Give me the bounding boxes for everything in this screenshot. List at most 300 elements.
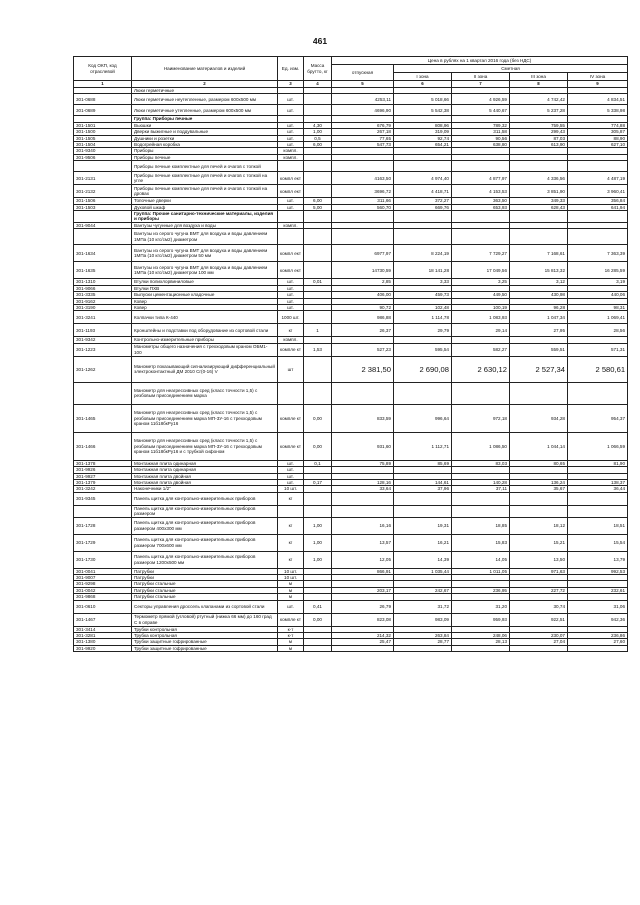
- cell-code: 301-3242: [74, 486, 132, 492]
- cell-release-price: 128,16: [332, 479, 394, 485]
- cell-name: Группа: Прочие санитарно-технические материалы, изделия и приборы: [132, 211, 278, 223]
- cell-zone-4-price: 774,88: [568, 122, 628, 128]
- cell-zone-3-price: 96,28: [510, 304, 568, 310]
- cell-unit: компл.: [278, 222, 304, 228]
- cell-code: [74, 382, 132, 404]
- cell-unit: м: [278, 587, 304, 593]
- cell-name: Вьюшки: [132, 122, 278, 128]
- cell-zone-3-price: 35,67: [510, 486, 568, 492]
- cell-release-price: 6977,97: [332, 245, 394, 262]
- cell-zone-2-price: 311,58: [452, 129, 510, 135]
- cell-release-price: [332, 505, 394, 517]
- cell-release-price: 14730,59: [332, 262, 394, 279]
- column-number: 1: [74, 81, 132, 88]
- cell-code: 301-3241: [74, 311, 132, 324]
- cell-unit: компл ект: [278, 245, 304, 262]
- cell-unit: шт.: [278, 473, 304, 479]
- cell-unit: м: [278, 594, 304, 600]
- cell-zone-4-price: 1 066,59: [568, 432, 628, 460]
- cell-mass: 1,00: [304, 534, 332, 551]
- cell-code: 301-1379: [74, 479, 132, 485]
- table-row: [74, 245, 628, 262]
- table-row: [74, 185, 628, 198]
- cell-release-price: [332, 211, 394, 223]
- cell-unit: кг: [278, 492, 304, 505]
- cell-unit: шт.: [278, 135, 304, 141]
- cell-code: 301-9044: [74, 222, 132, 228]
- cell-zone-3-price: 934,28: [510, 404, 568, 432]
- cell-zone-2-price: 29,14: [452, 324, 510, 337]
- cell-unit: компл.: [278, 154, 304, 160]
- cell-zone-2-price: 449,50: [452, 292, 510, 298]
- cell-name: Монтажная плита одинарная: [132, 460, 278, 466]
- group-row: [74, 211, 628, 223]
- cell-release-price: 75,89: [332, 460, 394, 466]
- table-row: [74, 161, 628, 172]
- cell-zone-3-price: [510, 645, 568, 651]
- cell-zone-3-price: 3,12: [510, 279, 568, 285]
- cell-zone-4-price: 98,31: [568, 304, 628, 310]
- cell-name: Панель щитка для контрольно-измерительных приборов размером: [132, 505, 278, 517]
- cell-zone-3-price: 7 168,61: [510, 245, 568, 262]
- cell-release-price: [332, 382, 394, 404]
- cell-unit: кг: [278, 324, 304, 337]
- cell-unit: м: [278, 645, 304, 651]
- cell-zone-3-price: 80,65: [510, 460, 568, 466]
- column-number: 7: [452, 81, 510, 88]
- cell-zone-4-price: 992,53: [568, 568, 628, 574]
- cell-code: 301-0610: [74, 600, 132, 613]
- cell-release-price: 4163,50: [332, 172, 394, 185]
- cell-code: 301-3281: [74, 633, 132, 639]
- cell-zone-4-price: [568, 211, 628, 223]
- cell-zone-1-price: 654,21: [394, 142, 452, 148]
- cell-code: 301-1506: [74, 198, 132, 204]
- table-row: [74, 613, 628, 626]
- cell-name: Наконечники 1/2": [132, 486, 278, 492]
- cell-zone-3-price: [510, 211, 568, 223]
- cell-unit: шт.: [278, 129, 304, 135]
- cell-zone-2-price: 1 011,05: [452, 568, 510, 574]
- cell-zone-3-price: 136,24: [510, 479, 568, 485]
- table-row: [74, 517, 628, 534]
- cell-zone-2-price: 18,85: [452, 517, 510, 534]
- cell-zone-4-price: 232,61: [568, 587, 628, 593]
- cell-name: Манометр для неагрессивных сред (класс точности 1,5) с резбовым присоединением марка: [132, 382, 278, 404]
- cell-zone-1-price: 31,72: [394, 600, 452, 613]
- cell-zone-3-price: 1 044,14: [510, 432, 568, 460]
- cell-unit: 10 шт.: [278, 568, 304, 574]
- cell-mass: 4,30: [304, 122, 332, 128]
- cell-mass: 6,00: [304, 142, 332, 148]
- cell-zone-1-price: 4 974,40: [394, 172, 452, 185]
- cell-zone-3-price: 430,98: [510, 292, 568, 298]
- cell-zone-1-price: 92,74: [394, 135, 452, 141]
- cell-unit: шт: [278, 356, 304, 382]
- cell-unit: м: [278, 581, 304, 587]
- cell-zone-1-price: 14,39: [394, 551, 452, 568]
- cell-name: Патрубки: [132, 574, 278, 580]
- cell-code: 301-1380: [74, 639, 132, 645]
- cell-zone-3-price: [510, 492, 568, 505]
- cell-name: Духовой шкаф: [132, 204, 278, 210]
- cell-zone-3-price: [510, 382, 568, 404]
- cell-release-price: 823,08: [332, 613, 394, 626]
- cell-zone-3-price: 30,74: [510, 600, 568, 613]
- cell-zone-4-price: [568, 161, 628, 172]
- cell-name: Трубки защитные гофрированные: [132, 645, 278, 651]
- cell-zone-4-price: 5 338,98: [568, 105, 628, 116]
- cell-zone-4-price: 13,79: [568, 551, 628, 568]
- cell-zone-1-price: 1 112,71: [394, 432, 452, 460]
- cell-unit: шт.: [278, 142, 304, 148]
- cell-code: 301-1310: [74, 279, 132, 285]
- cell-zone-4-price: 3,19: [568, 279, 628, 285]
- cell-zone-2-price: 638,80: [452, 142, 510, 148]
- cell-release-price: 4253,11: [332, 94, 394, 105]
- cell-zone-1-price: 37,96: [394, 486, 452, 492]
- cell-zone-1-price: 459,73: [394, 292, 452, 298]
- cell-name: Панель щитка для контрольно-измерительных приборов: [132, 492, 278, 505]
- cell-name: Люки герметичные: [132, 88, 278, 94]
- cell-mass: 0,41: [304, 600, 332, 613]
- cell-unit: компл ект: [278, 185, 304, 198]
- cell-mass: [304, 172, 332, 185]
- cell-name: Топочные дверки: [132, 198, 278, 204]
- cell-name: Вантузы чугунные для воздуха и воды: [132, 222, 278, 228]
- cell-zone-4-price: 1 069,41: [568, 311, 628, 324]
- cell-name: Приборы печные комплектные для печей и очагов с топкой на дровах: [132, 185, 278, 198]
- table-row: [74, 229, 628, 245]
- cell-release-price: 26,79: [332, 600, 394, 613]
- cell-mass: 0,17: [304, 479, 332, 485]
- cell-mass: [304, 311, 332, 324]
- cell-name: Приборы печные комплектные для печей и очагов с топкой на угле: [132, 172, 278, 185]
- cell-unit: [278, 505, 304, 517]
- cell-code: 301-9162: [74, 298, 132, 304]
- cell-zone-1-price: 85,69: [394, 460, 452, 466]
- cell-zone-2-price: 100,19: [452, 304, 510, 310]
- table-body: [74, 88, 628, 652]
- cell-unit: к-т: [278, 633, 304, 639]
- cell-name: Люки герметичные неутепленные, размером 600х500 мм: [132, 94, 278, 105]
- cell-name: Ковер: [132, 298, 278, 304]
- cell-name: Патрубки стальные: [132, 581, 278, 587]
- cell-mass: [304, 645, 332, 651]
- cell-mass: [304, 229, 332, 245]
- cell-mass: 5,00: [304, 204, 332, 210]
- header-mass: Масса брутто, кг: [304, 57, 332, 81]
- cell-unit: 10 шт.: [278, 574, 304, 580]
- header-zone-4: IV зона: [568, 73, 628, 81]
- cell-unit: шт.: [278, 285, 304, 291]
- cell-zone-3-price: 628,43: [510, 204, 568, 210]
- cell-unit: [278, 229, 304, 245]
- cell-release-price: 12,05: [332, 551, 394, 568]
- cell-zone-3-price: 5 237,28: [510, 105, 568, 116]
- cell-code: 301-9926: [74, 467, 132, 473]
- cell-zone-1-price: 5 542,38: [394, 105, 452, 116]
- table-row: [74, 356, 628, 382]
- cell-name: Вантузы из серого чугуна ВМТ для воздуха и воды давлением 1МПа (10 кгс/см2) диаметром: [132, 229, 278, 245]
- column-number: 5: [332, 81, 394, 88]
- cell-zone-4-price: 81,90: [568, 460, 628, 466]
- cell-code: 301-1501: [74, 122, 132, 128]
- cell-release-price: 406,00: [332, 292, 394, 298]
- header-unit: Ед. изм.: [278, 57, 304, 81]
- cell-unit: компл ект: [278, 172, 304, 185]
- cell-name: Трубки защитные гофрированные: [132, 639, 278, 645]
- cell-zone-2-price: 248,06: [452, 633, 510, 639]
- cell-code: 301-1504: [74, 142, 132, 148]
- cell-zone-1-price: 8 224,19: [394, 245, 452, 262]
- cell-code: [74, 505, 132, 517]
- cell-name: Монтажная плита двойная: [132, 479, 278, 485]
- cell-zone-1-price: 19,31: [394, 517, 452, 534]
- cell-zone-4-price: 18,51: [568, 517, 628, 534]
- cell-code: 301-0689: [74, 105, 132, 116]
- cell-zone-3-price: 559,51: [510, 343, 568, 356]
- cell-zone-1-price: [394, 382, 452, 404]
- cell-mass: [304, 94, 332, 105]
- cell-zone-3-price: 922,51: [510, 613, 568, 626]
- cell-zone-4-price: 236,86: [568, 633, 628, 639]
- cell-unit: компле кт: [278, 404, 304, 432]
- cell-zone-4-price: [568, 229, 628, 245]
- cell-mass: 1,00: [304, 517, 332, 534]
- cell-mass: 0,5: [304, 135, 332, 141]
- cell-unit: к-т: [278, 626, 304, 632]
- cell-zone-1-price: 372,27: [394, 198, 452, 204]
- cell-code: 301-9340: [74, 148, 132, 154]
- cell-zone-4-price: 138,37: [568, 479, 628, 485]
- cell-zone-2-price: 653,93: [452, 204, 510, 210]
- cell-zone-4-price: 16 285,59: [568, 262, 628, 279]
- cell-unit: кг: [278, 534, 304, 551]
- cell-mass: 0,00: [304, 432, 332, 460]
- cell-zone-2-price: 789,32: [452, 122, 510, 128]
- cell-code: 301-9007: [74, 574, 132, 580]
- cell-code: 301-0688: [74, 94, 132, 105]
- cell-release-price: 931,60: [332, 432, 394, 460]
- cell-release-price: 2 381,50: [332, 356, 394, 382]
- cell-name: Панель щитка для контрольно-измерительных приборов размером 400х300 мм: [132, 517, 278, 534]
- cell-name: Приборы печные комплектные для печей и очагов с топкой: [132, 161, 278, 172]
- cell-name: Секторы управления дроссель клапанами из сортовой стали: [132, 600, 278, 613]
- cell-release-price: 676,79: [332, 122, 394, 128]
- cell-name: Водогрейная коробка: [132, 142, 278, 148]
- cell-code: 301-9920: [74, 645, 132, 651]
- cell-release-price: 77,65: [332, 135, 394, 141]
- cell-zone-2-price: 7 729,27: [452, 245, 510, 262]
- cell-zone-4-price: 440,06: [568, 292, 628, 298]
- cell-code: 301-3190: [74, 304, 132, 310]
- header-zone-3: III зона: [510, 73, 568, 81]
- cell-unit: шт.: [278, 204, 304, 210]
- cell-zone-1-price: [394, 211, 452, 223]
- cell-zone-1-price: 144,61: [394, 479, 452, 485]
- cell-mass: [304, 262, 332, 279]
- cell-zone-4-price: 15,54: [568, 534, 628, 551]
- cell-zone-2-price: 363,50: [452, 198, 510, 204]
- cell-code: 301-9927: [74, 473, 132, 479]
- cell-zone-1-price: 28,77: [394, 639, 452, 645]
- cell-unit: шт.: [278, 122, 304, 128]
- cell-zone-4-price: 571,31: [568, 343, 628, 356]
- cell-zone-3-price: [510, 161, 568, 172]
- cell-zone-3-price: 227,72: [510, 587, 568, 593]
- cell-code: 301-3335: [74, 292, 132, 298]
- cell-zone-4-price: 954,37: [568, 404, 628, 432]
- header-price-group: Цена в рублях на 1 квартал 2016 года (без НДС): [332, 57, 628, 65]
- cell-unit: шт.: [278, 279, 304, 285]
- cell-zone-1-price: 669,76: [394, 204, 452, 210]
- cell-zone-1-price: 16,21: [394, 534, 452, 551]
- cell-zone-2-price: [452, 229, 510, 245]
- cell-release-price: 866,91: [332, 568, 394, 574]
- cell-release-price: [332, 645, 394, 651]
- cell-unit: шт.: [278, 94, 304, 105]
- cell-name: Кронштейны и подставки под оборудование из сортовой стали: [132, 324, 278, 337]
- table-row: [74, 324, 628, 337]
- table-row: [74, 505, 628, 517]
- cell-zone-2-price: 17 049,56: [452, 262, 510, 279]
- column-number: 2: [132, 81, 278, 88]
- cell-zone-3-price: 27,95: [510, 324, 568, 337]
- cell-zone-4-price: 627,10: [568, 142, 628, 148]
- cell-code: 301-3414: [74, 626, 132, 632]
- cell-code: 301-0042: [74, 587, 132, 593]
- column-number: 9: [568, 81, 628, 88]
- table-row: [74, 534, 628, 551]
- cell-release-price: 16,16: [332, 517, 394, 534]
- cell-unit: кг: [278, 517, 304, 534]
- cell-unit: м: [278, 639, 304, 645]
- cell-zone-1-price: 1 035,44: [394, 568, 452, 574]
- table-row: [74, 262, 628, 279]
- table-row: [74, 645, 628, 651]
- cell-zone-1-price: 18 141,28: [394, 262, 452, 279]
- cell-zone-2-price: [452, 645, 510, 651]
- cell-mass: 1,53: [304, 343, 332, 356]
- cell-code: [74, 161, 132, 172]
- cell-name: Монтажная плита одинарная: [132, 467, 278, 473]
- cell-zone-2-price: 582,27: [452, 343, 510, 356]
- table-row: [74, 551, 628, 568]
- cell-unit: [278, 161, 304, 172]
- table-row: [74, 105, 628, 116]
- header-code: Код ОКП, код отраслевой: [74, 57, 132, 81]
- table-row: [74, 432, 628, 460]
- cell-unit: шт.: [278, 460, 304, 466]
- cell-zone-3-price: 4 336,56: [510, 172, 568, 185]
- table-row: [74, 492, 628, 505]
- cell-unit: шт.: [278, 298, 304, 304]
- cell-zone-2-price: 15,83: [452, 534, 510, 551]
- cell-zone-3-price: 2 527,34: [510, 356, 568, 382]
- cell-mass: [304, 161, 332, 172]
- header-zone-2: II зона: [452, 73, 510, 81]
- cell-zone-4-price: 3 960,41: [568, 185, 628, 198]
- cell-name: Втулки ПХВ: [132, 285, 278, 291]
- cell-name: Контрольно-измерительные приборы: [132, 337, 278, 343]
- cell-zone-3-price: 971,63: [510, 568, 568, 574]
- cell-zone-2-price: 4 877,97: [452, 172, 510, 185]
- cell-name: Патрубки стальные: [132, 594, 278, 600]
- cell-zone-3-price: 27,04: [510, 639, 568, 645]
- cell-unit: [278, 211, 304, 223]
- cell-name: Термометр прямой (угловой) ртутный (нижка 66 мм) до 160 град С в оправе: [132, 613, 278, 626]
- cell-code: 301-1500: [74, 129, 132, 135]
- cell-code: 301-9345: [74, 492, 132, 505]
- cell-zone-3-price: 299,43: [510, 129, 568, 135]
- cell-mass: [304, 505, 332, 517]
- cell-zone-3-price: 349,33: [510, 198, 568, 204]
- column-number: 6: [394, 81, 452, 88]
- cell-zone-2-price: 31,20: [452, 600, 510, 613]
- cell-release-price: 547,73: [332, 142, 394, 148]
- cell-unit: 10 шт.: [278, 486, 304, 492]
- cell-unit: компл.: [278, 337, 304, 343]
- cell-name: Трубка контрольная: [132, 633, 278, 639]
- cell-zone-4-price: 36,44: [568, 486, 628, 492]
- cell-mass: 0,00: [304, 613, 332, 626]
- cell-zone-3-price: 87,03: [510, 135, 568, 141]
- cell-name: Патрубки стальные: [132, 587, 278, 593]
- cell-code: 301-2131: [74, 172, 132, 185]
- cell-unit: компле кт: [278, 432, 304, 460]
- column-number: 3: [278, 81, 304, 88]
- cell-zone-4-price: [568, 382, 628, 404]
- cell-zone-3-price: 15,21: [510, 534, 568, 551]
- cell-zone-3-price: 18,12: [510, 517, 568, 534]
- table-row: [74, 343, 628, 356]
- cell-zone-4-price: 641,94: [568, 204, 628, 210]
- cell-name: Душники и розетки: [132, 135, 278, 141]
- cell-name: Трубки контрольная: [132, 626, 278, 632]
- cell-code: 301-0041: [74, 568, 132, 574]
- cell-release-price: 25,47: [332, 639, 394, 645]
- cell-zone-1-price: 3,33: [394, 279, 452, 285]
- cell-code: 301-9506: [74, 154, 132, 160]
- cell-release-price: [332, 492, 394, 505]
- cell-zone-2-price: 14,05: [452, 551, 510, 568]
- header-release: отпускная: [332, 65, 394, 81]
- cell-zone-3-price: 613,90: [510, 142, 568, 148]
- cell-zone-4-price: 2 580,61: [568, 356, 628, 382]
- cell-mass: 0,00: [304, 404, 332, 432]
- cell-name: Втулки полихлорвиниловые: [132, 279, 278, 285]
- cell-name: Манометры общего назначения с трехходовым краном ОБМ1-100: [132, 343, 278, 356]
- cell-unit: кг: [278, 551, 304, 568]
- cell-code: 301-1467: [74, 613, 132, 626]
- cell-unit: шт.: [278, 105, 304, 116]
- cell-zone-3-price: 15 813,32: [510, 262, 568, 279]
- cell-zone-4-price: 4 834,51: [568, 94, 628, 105]
- cell-release-price: 3696,72: [332, 185, 394, 198]
- cell-name: Люки герметичные утепленные, размером 600х500 мм: [132, 105, 278, 116]
- cell-code: [74, 211, 132, 223]
- cell-name: Манометр для неагрессивных сред (класс точности 1,5) с резбовым присоединением марка МП-3У-16 с трехходовым краном 11б18бкРу16 и с трубкой сифоном: [132, 432, 278, 460]
- cell-zone-1-price: [394, 492, 452, 505]
- cell-release-price: 203,17: [332, 587, 394, 593]
- cell-zone-3-price: 230,07: [510, 633, 568, 639]
- cell-zone-2-price: 90,56: [452, 135, 510, 141]
- cell-zone-2-price: [452, 161, 510, 172]
- table-header: [74, 57, 628, 88]
- cell-release-price: [332, 229, 394, 245]
- cell-unit: компл.: [278, 148, 304, 154]
